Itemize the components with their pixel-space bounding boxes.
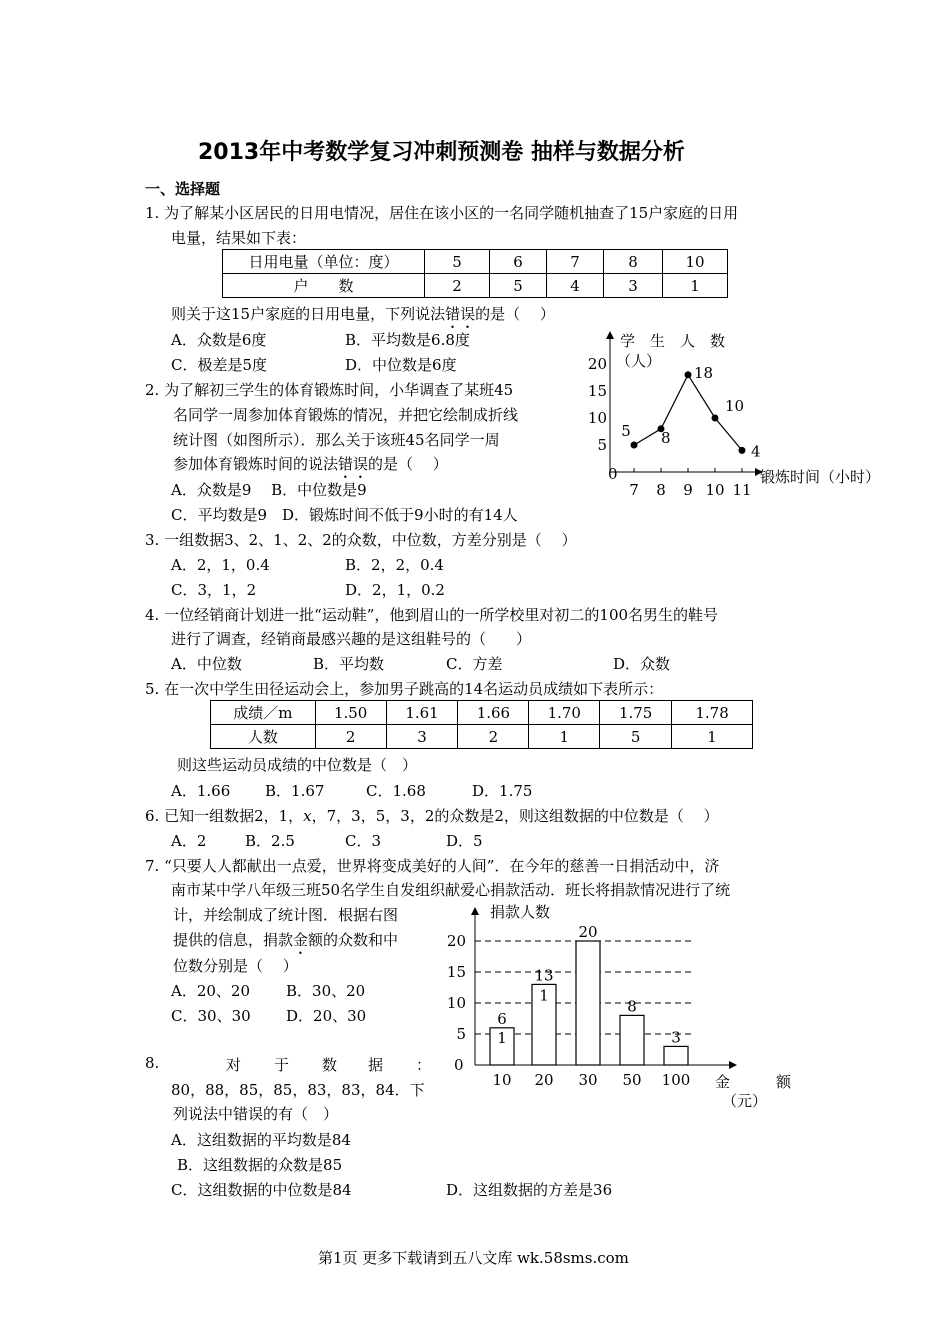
q5-option-a: A．1.66 bbox=[171, 782, 231, 800]
y-tick-label: 5 bbox=[456, 1025, 466, 1043]
q1-option-c: C．极差是5度 bbox=[171, 356, 268, 374]
q1-option-b: B．平均数是6.8度 bbox=[345, 331, 470, 349]
q7-line4-b: 额的众数和中 bbox=[308, 931, 399, 949]
q7-line4-emphasis: 金 bbox=[293, 931, 309, 949]
q6-line1-b: ，7，3，5，3，2的众数是2，则这组数据的中位数是（ ） bbox=[311, 807, 719, 825]
data-label: 4 bbox=[751, 442, 761, 461]
q4-line1: 4. 一位经销商计划进一批“运动鞋”，他到眉山的一所学校里对初二的100名男生的鞋号 bbox=[145, 606, 719, 624]
q2-options-cd: C．平均数是9 D．锻炼时间不低于9小时的有14人 bbox=[171, 506, 518, 524]
q2-line1: 2. 为了解初三学生的体育锻炼时间，小华调查了某班45 bbox=[145, 381, 514, 399]
q8-option-a: A．这组数据的平均数是84 bbox=[171, 1131, 351, 1149]
q7-line4-a: 提供的信息，捐款 bbox=[173, 931, 294, 949]
q1-line2: 电量，结果如下表： bbox=[171, 229, 307, 247]
q1-table-cell: 5 bbox=[425, 250, 490, 274]
q5-table-cell: 1.78 bbox=[672, 701, 753, 725]
q1-table-cell: 6 bbox=[490, 250, 547, 274]
y-axis-arrow bbox=[471, 907, 479, 915]
data-label: 10 bbox=[725, 397, 745, 415]
y-tick-label: 15 bbox=[587, 382, 607, 400]
q7-line5: 位数分别是（ ） bbox=[173, 957, 298, 975]
q2-options-ab: A．众数是9 B．中位数是9 bbox=[171, 481, 367, 499]
q8-word: 对 bbox=[226, 1056, 242, 1074]
y-tick-label: 20 bbox=[587, 355, 607, 373]
q2-line4-emphasis: 错误 bbox=[338, 455, 369, 473]
x-tick-label: 50 bbox=[622, 1071, 642, 1089]
chart1-xlabel: 锻炼时间（小时） bbox=[760, 468, 881, 486]
page-footer: 第1页 更多下载请到五八文库 wk.58sms.com bbox=[318, 1249, 629, 1267]
q5-table-cell: 1.70 bbox=[529, 701, 600, 725]
q5-table-cell: 1 bbox=[529, 725, 600, 749]
data-point bbox=[712, 415, 719, 422]
x-tick-label: 100 bbox=[661, 1071, 691, 1089]
q6-option-b: B．2.5 bbox=[245, 832, 295, 850]
q5-table-row-label: 人数 bbox=[211, 725, 316, 749]
data-label: 5 bbox=[621, 422, 631, 440]
line-chart bbox=[580, 325, 900, 495]
q5-table-cell: 2 bbox=[315, 725, 386, 749]
chart1-unit: （人） bbox=[616, 352, 662, 370]
q2-line4-b: 的是（ ） bbox=[368, 455, 448, 473]
q1-stem-b: 的是（ ） bbox=[475, 305, 555, 323]
q3-option-a: A．2，1，0.4 bbox=[171, 556, 270, 574]
q7-line4 bbox=[173, 929, 398, 958]
q2-line4-a: 参加体育锻炼时间的说法 bbox=[173, 455, 339, 473]
q1-table-cell: 5 bbox=[490, 274, 547, 298]
chart2-xlabel-b: 额 bbox=[776, 1073, 792, 1091]
q5-option-b: B．1.67 bbox=[265, 782, 325, 800]
chart2-xlabel-a: 金 bbox=[715, 1073, 731, 1091]
q2-line4 bbox=[173, 453, 448, 482]
q8-word: ： bbox=[416, 1056, 432, 1074]
q1-table-cell: 1 bbox=[663, 274, 728, 298]
y-axis-arrow bbox=[606, 331, 614, 339]
q8-word: 于 bbox=[274, 1056, 290, 1074]
q8-number: 8. bbox=[145, 1054, 160, 1072]
q2-line2: 名同学一周参加体育锻炼的情况，并把它绘制成折线 bbox=[173, 406, 519, 424]
bar bbox=[664, 1046, 688, 1065]
q1-line1: 1. 为了解某小区居民的日用电情况，居住在该小区的一名同学随机抽查了15户家庭的日用 bbox=[145, 204, 739, 222]
q1-option-d: D．中位数是6度 bbox=[345, 356, 457, 374]
q1-stem-emphasis: 错误 bbox=[445, 305, 476, 323]
q4-option-d: D．众数 bbox=[613, 655, 671, 673]
q8-line2: 80，88，85，85，83，83，84．下 bbox=[171, 1081, 425, 1099]
q7-option-b: B．30、20 bbox=[286, 982, 366, 1000]
bar-value-label: 8 bbox=[627, 997, 637, 1016]
q7-line3: 计，并绘制成了统计图．根据右图 bbox=[173, 906, 399, 924]
q3-option-b: B．2，2，0.4 bbox=[345, 556, 444, 574]
q5-table-cell: 3 bbox=[386, 725, 458, 749]
q6-option-c: C．3 bbox=[345, 832, 382, 850]
x-tick-label: 10 bbox=[492, 1071, 512, 1089]
q8-line3: 列说法中错误的有（ ） bbox=[173, 1105, 339, 1123]
q5-table-cell: 1.50 bbox=[315, 701, 386, 725]
q7-option-c: C．30、30 bbox=[171, 1007, 251, 1025]
q5-table bbox=[210, 700, 753, 749]
data-point bbox=[739, 447, 746, 454]
q4-option-c: C．方差 bbox=[446, 655, 503, 673]
q6-line1-a: 6. 已知一组数据2，1， bbox=[145, 807, 304, 825]
q5-option-d: D．1.75 bbox=[472, 782, 533, 800]
x-tick-label: 11 bbox=[732, 481, 752, 495]
q8-option-d: D．这组数据的方差是36 bbox=[446, 1181, 613, 1199]
q8-word: 据 bbox=[368, 1056, 384, 1074]
q5-table-cell: 2 bbox=[458, 725, 529, 749]
q7-line2: 南市某中学八年级三班50名学生自发组织献爱心捐款活动．班长将捐款情况进行了统 bbox=[171, 881, 731, 899]
q1-table-row-label: 户 数 bbox=[223, 274, 425, 298]
y-tick-label: 10 bbox=[587, 409, 607, 427]
q5-table-cell: 5 bbox=[600, 725, 672, 749]
q5-table-cell: 1.61 bbox=[386, 701, 458, 725]
chart2-xunit: （元） bbox=[722, 1092, 768, 1110]
q3-line1: 3. 一组数据3、2、1、2、2的众数，中位数，方差分别是（ ） bbox=[145, 531, 577, 549]
x-tick-label: 10 bbox=[705, 481, 725, 495]
y-tick-label: 15 bbox=[446, 963, 466, 981]
q8-word: 数 bbox=[322, 1056, 338, 1074]
section-heading: 一、选择题 bbox=[145, 180, 221, 198]
q5-table-header: 成绩／m bbox=[211, 701, 316, 725]
q5-table-cell: 1.66 bbox=[458, 701, 529, 725]
bar-value-label: 3 bbox=[671, 1028, 681, 1047]
q5-table-cell: 1.75 bbox=[600, 701, 672, 725]
q6-option-a: A．2 bbox=[171, 832, 207, 850]
q3-option-d: D．2，1，0.2 bbox=[345, 581, 445, 599]
data-label: 8 bbox=[661, 428, 671, 447]
bar-inner-mark: 1 bbox=[497, 1028, 507, 1047]
q5-line1: 5. 在一次中学生田径运动会上，参加男子跳高的14名运动员成绩如下表所示： bbox=[145, 680, 664, 698]
x-tick-label: 8 bbox=[656, 481, 666, 495]
chart2-origin: 0 bbox=[454, 1056, 464, 1074]
q6-variable: x bbox=[303, 807, 312, 825]
chart2-title: 捐款人数 bbox=[490, 903, 551, 921]
q1-table-cell: 3 bbox=[604, 274, 663, 298]
q5-line2: 则这些运动员成绩的中位数是（ ） bbox=[177, 756, 418, 774]
x-axis-arrow bbox=[729, 1061, 737, 1069]
chart1-title: 学 生 人 数 bbox=[620, 332, 726, 350]
q7-option-a: A．20、20 bbox=[171, 982, 251, 1000]
chart1-origin: 0 bbox=[608, 465, 618, 483]
bar-inner-mark: 1 bbox=[539, 986, 549, 1005]
q4-line2: 进行了调查，经销商最感兴趣的是这组鞋号的（ ） bbox=[171, 630, 532, 648]
bar-value-label: 6 bbox=[497, 1009, 507, 1028]
data-point bbox=[685, 371, 692, 378]
data-label: 18 bbox=[694, 363, 714, 382]
q5-table-cell: 1 bbox=[672, 725, 753, 749]
q1-option-a: A．众数是6度 bbox=[171, 331, 267, 349]
bar-value-label: 13 bbox=[534, 966, 554, 985]
q1-table-cell: 2 bbox=[425, 274, 490, 298]
q7-option-d: D．20、30 bbox=[286, 1007, 367, 1025]
q4-option-a: A．中位数 bbox=[171, 655, 242, 673]
y-tick-label: 5 bbox=[597, 436, 607, 454]
q8-option-c: C．这组数据的中位数是84 bbox=[171, 1181, 352, 1199]
data-point bbox=[631, 442, 638, 449]
q7-line1: 7. “只要人人都献出一点爱，世界将变成美好的人间”．在今年的慈善一日捐活动中，济 bbox=[145, 857, 720, 875]
y-tick-label: 10 bbox=[446, 994, 466, 1012]
q1-stem bbox=[171, 303, 555, 332]
y-tick-label: 20 bbox=[446, 932, 466, 950]
x-tick-label: 9 bbox=[683, 481, 693, 495]
page-title: 2013年中考数学复习冲刺预测卷 抽样与数据分析 bbox=[198, 140, 685, 165]
x-tick-label: 30 bbox=[578, 1071, 598, 1089]
q3-option-c: C．3，1，2 bbox=[171, 581, 257, 599]
q1-table-header: 日用电量（单位：度） bbox=[223, 250, 425, 274]
q1-table bbox=[222, 249, 728, 298]
bar bbox=[620, 1015, 644, 1065]
q6-option-d: D．5 bbox=[446, 832, 483, 850]
q4-option-b: B．平均数 bbox=[313, 655, 385, 673]
x-tick-label: 20 bbox=[534, 1071, 554, 1089]
q2-line3: 统计图（如图所示）．那么关于该班45名同学一周 bbox=[173, 431, 500, 449]
q1-table-cell: 10 bbox=[663, 250, 728, 274]
x-tick-label: 7 bbox=[629, 481, 639, 495]
q5-option-c: C．1.68 bbox=[366, 782, 426, 800]
q1-table-cell: 4 bbox=[547, 274, 604, 298]
q6-line1 bbox=[145, 805, 719, 826]
bar bbox=[576, 941, 600, 1065]
bar-chart bbox=[440, 895, 810, 1115]
q8-option-b: B．这组数据的众数是85 bbox=[177, 1156, 343, 1174]
q1-stem-a: 则关于这15户家庭的日用电量，下列说法 bbox=[171, 305, 446, 323]
q1-table-cell: 8 bbox=[604, 250, 663, 274]
bar-value-label: 20 bbox=[578, 923, 598, 941]
q1-table-cell: 7 bbox=[547, 250, 604, 274]
